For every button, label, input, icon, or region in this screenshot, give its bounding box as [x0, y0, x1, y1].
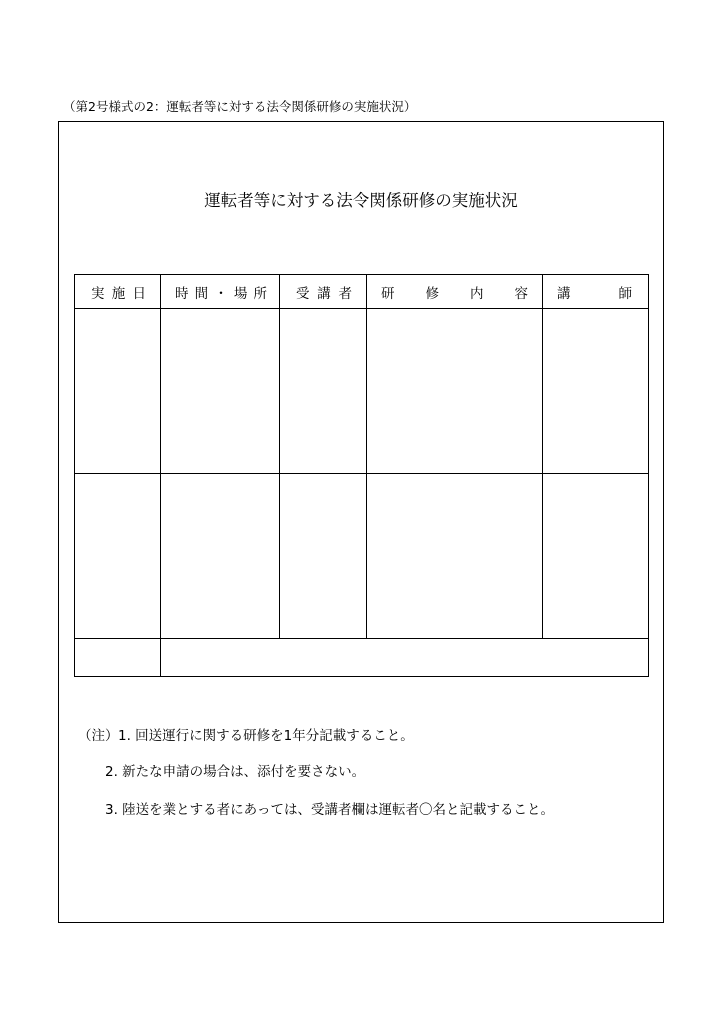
footer-left-cell[interactable] [75, 639, 161, 677]
notes-prefix: （注） [78, 728, 119, 744]
cell-training-content[interactable] [367, 474, 543, 639]
note-item: 1. 回送運行に関する研修を1年分記載すること。 [118, 728, 414, 744]
cell-date[interactable] [75, 309, 161, 474]
cell-time-place[interactable] [161, 474, 280, 639]
training-record-table [74, 274, 649, 677]
table-row [75, 474, 649, 639]
cell-time-place[interactable] [161, 309, 280, 474]
table-footer-row [75, 639, 649, 677]
cell-instructor[interactable] [543, 474, 649, 639]
header-attendees: 受 講 者 [280, 275, 367, 309]
table-row [75, 309, 649, 474]
header-training-content: 研 修 内 容 [367, 275, 543, 309]
cell-date[interactable] [75, 474, 161, 639]
footer-merged-cell[interactable] [161, 639, 649, 677]
header-time-place: 時 間 ・ 場 所 [161, 275, 280, 309]
header-date: 実 施 日 [75, 275, 161, 309]
table-header-row [75, 275, 649, 309]
cell-attendees[interactable] [280, 474, 367, 639]
page-title: 運転者等に対する法令関係研修の実施状況 [204, 191, 518, 210]
cell-attendees[interactable] [280, 309, 367, 474]
note-item: 2. 新たな申請の場合は、添付を要さない。 [105, 764, 366, 780]
cell-training-content[interactable] [367, 309, 543, 474]
header-instructor: 講 師 [543, 275, 649, 309]
cell-instructor[interactable] [543, 309, 649, 474]
form-caption: （第2号様式の2：運転者等に対する法令関係研修の実施状況） [63, 99, 417, 114]
note-item: 3. 陸送を業とする者にあっては、受講者欄は運転者〇名と記載すること。 [105, 802, 555, 818]
